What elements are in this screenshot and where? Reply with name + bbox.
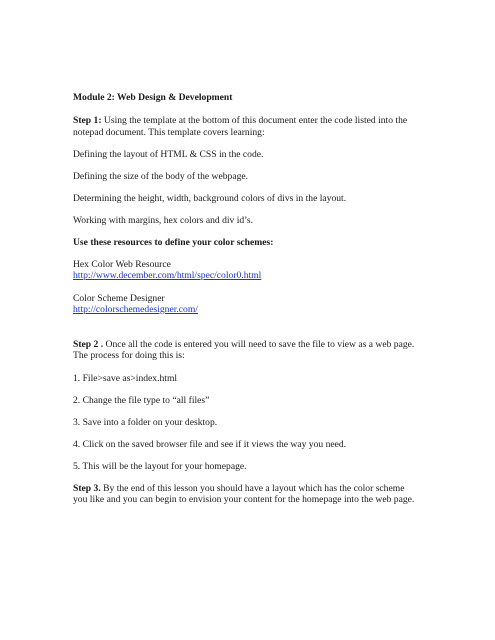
learning-item-body-size: Defining the size of the body of the webpage. (73, 171, 249, 182)
process-step-5: 5. This will be the layout for your homepage. (73, 461, 247, 472)
learning-item-layout: Defining the layout of HTML & CSS in the code. (73, 149, 264, 160)
resources-heading: Use these resources to define your color schemes: (73, 237, 274, 248)
resource-link-scheme[interactable]: http://colorschemedesigner.com/ (73, 304, 198, 315)
resource-name-scheme: Color Scheme Designer (73, 293, 165, 304)
step3-text-line2: you like and you can begin to envision your content for the homepage into the web page. (73, 494, 415, 505)
learning-item-margins: Working with margins, hex colors and div id’s. (73, 215, 253, 226)
process-step-3: 3. Save into a folder on your desktop. (73, 417, 218, 428)
step3-label: Step 3. (73, 483, 101, 494)
learning-item-div-dimensions: Determining the height, width, background colors of divs in the layout. (73, 193, 347, 204)
step2-label: Step 2 . (73, 339, 104, 350)
module-heading: Module 2: Web Design & Development (73, 92, 233, 103)
process-step-1: 1. File>save as>index.html (73, 373, 178, 384)
process-step-4: 4. Click on the saved browser file and see if it views the way you need. (73, 439, 347, 450)
step2-text-line1: Once all the code is entered you will need to save the file to view as a web page. (103, 339, 415, 350)
step3-text-line1: By the end of this lesson you should have a layout which has the color scheme (100, 483, 405, 494)
step2-text-line2: The process for doing this is: (73, 350, 185, 361)
step1-label: Step 1: (73, 115, 102, 126)
resource-name-hex: Hex Color Web Resource (73, 259, 171, 270)
step1-paragraph-line1 (73, 115, 407, 127)
step1-text-line1: Using the template at the bottom of this document enter the code listed into the (103, 115, 408, 126)
resource-link-hex[interactable]: http://www.december.com/html/spec/color0.html (73, 270, 262, 281)
process-step-2: 2. Change the file type to “all files” (73, 395, 210, 406)
step1-text-line2: notepad document. This template covers learning: (73, 127, 265, 138)
